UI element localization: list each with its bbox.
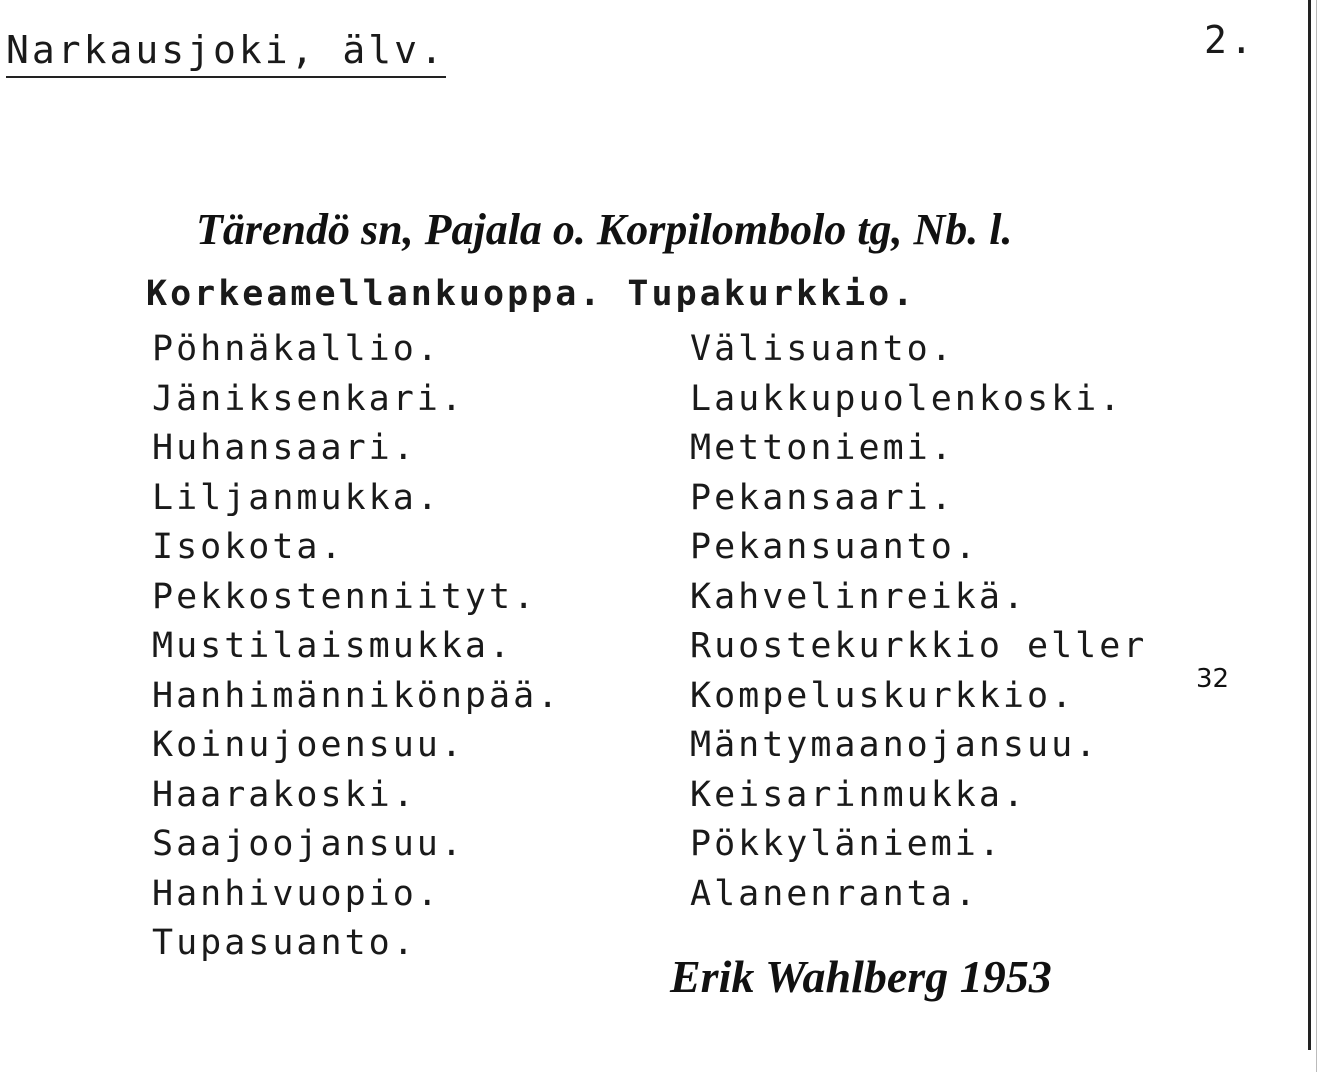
place-name: Pöhnäkallio. — [152, 329, 441, 369]
card-title — [6, 28, 446, 72]
place-name: Tupasuanto. — [152, 923, 417, 963]
place-name: Liljanmukka. — [152, 477, 441, 518]
place-name: Mustilaismukka. — [152, 626, 514, 666]
place-name: Mäntymaanojansuu. — [690, 725, 1100, 765]
place-name: Pekansuanto. — [690, 527, 979, 567]
place-name: Haarakoski. — [152, 774, 417, 815]
place-name: Saajoojansuu. — [152, 824, 465, 864]
place-name: Ruostekurkkio eller — [690, 626, 1148, 666]
signature-stamp: Erik Wahlberg 1953 — [670, 951, 1052, 1002]
place-name: Mettoniemi. — [690, 428, 955, 468]
page-number: 2. — [1204, 18, 1256, 62]
place-name: Isokota. — [152, 527, 345, 567]
title-text: Narkausjoki, älv. — [6, 28, 446, 78]
place-name: Kahvelinreikä. — [690, 576, 1028, 617]
overprint-line: Korkeamellankuoppa. Tupakurkkio. — [146, 274, 917, 314]
right-place-list — [690, 325, 1147, 919]
place-name: Pekansaari. — [690, 477, 955, 518]
place-name: Kompeluskurkkio. — [690, 675, 1076, 716]
place-name: Pökkyläniemi. — [690, 824, 1003, 864]
place-name: Koinujoensuu. — [152, 725, 465, 765]
left-place-list — [152, 325, 561, 969]
place-name: Laukkupuolenkoski. — [690, 378, 1124, 419]
margin-note: 32 — [1196, 664, 1230, 694]
place-name: Hanhimännikönpää. — [152, 675, 562, 716]
parish-stamp: Tärendö sn, Pajala o. Korpilombolo tg, Nb. l. — [196, 205, 1013, 254]
place-name: Pekkostenniityt. — [152, 576, 538, 617]
place-name: Keisarinmukka. — [690, 774, 1028, 815]
place-name: Hanhivuopio. — [152, 873, 441, 914]
place-name: Välisuanto. — [690, 329, 955, 369]
place-name: Alanenranta. — [690, 873, 979, 914]
place-name: Huhansaari. — [152, 428, 417, 468]
card-edge-shadow — [1316, 0, 1317, 1072]
card-edge — [1308, 0, 1311, 1050]
place-name: Jäniksenkari. — [152, 378, 465, 419]
